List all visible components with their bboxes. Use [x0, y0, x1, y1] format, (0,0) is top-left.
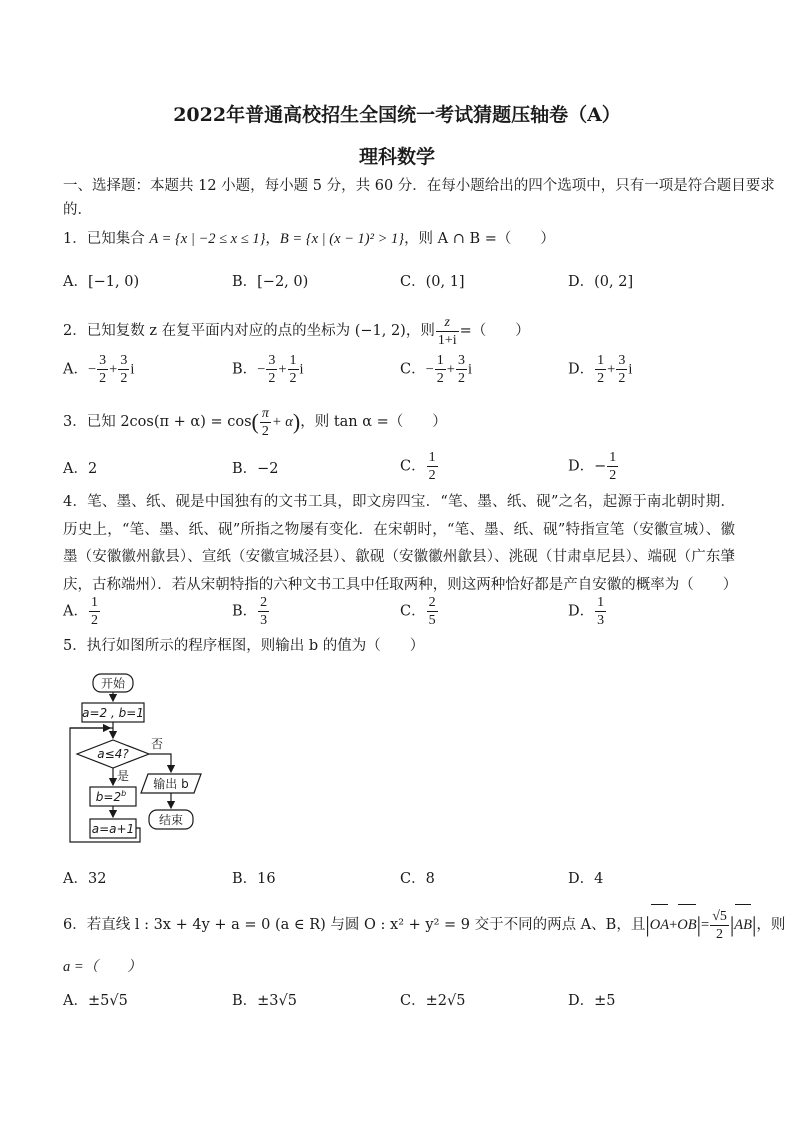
- q6-abs-close: |: [696, 912, 702, 937]
- q6-vec-ob: OB: [677, 906, 696, 944]
- q3-c-label: C．: [400, 458, 426, 475]
- q5-option-c: C．8: [400, 871, 435, 887]
- q3-option-b: B．−2: [232, 461, 279, 477]
- question-6: [63, 906, 785, 944]
- q6-abs2-close: |: [752, 912, 757, 937]
- q4-a-label: A．: [63, 603, 88, 620]
- q4-c-num: 2: [428, 595, 436, 610]
- q4-b-label: B．: [232, 603, 258, 620]
- q4-option-c: [400, 594, 439, 629]
- q2-d-d1: 2: [597, 371, 605, 386]
- exam-subtitle: 理科数学: [358, 146, 435, 168]
- fc-init-label: a=2 , b=1: [82, 706, 144, 720]
- q3-c-den: 2: [428, 468, 436, 483]
- fc-incr-label: a=a+1: [91, 822, 135, 836]
- q2-d-label: D．: [568, 361, 595, 378]
- fc-start-label: 开始: [100, 676, 126, 691]
- q2-c-frac2: [456, 352, 467, 387]
- q2-c-d2: 2: [457, 371, 465, 386]
- q4-a-den: 2: [90, 613, 98, 628]
- q2-option-b: [232, 352, 304, 387]
- q2-c-unit: i: [467, 361, 473, 378]
- fc-no-label: 否: [151, 737, 164, 751]
- q4-a-num: 1: [90, 595, 98, 610]
- q6-post: ，则: [756, 917, 786, 933]
- q2-d-d2: 2: [618, 371, 626, 386]
- q5-option-b: B．16: [232, 871, 276, 887]
- q2-b-d1: 2: [268, 371, 276, 386]
- q2-text-pre: 2．已知复数 z 在复平面内对应的点的坐标为 (−1, 2)，则: [63, 323, 435, 339]
- q2-b-label: B．: [232, 361, 258, 378]
- q3-option-c: [400, 449, 439, 484]
- question-4: 4．笔、墨、纸、砚是中国独有的文书工具，即文房四宝．“笔、墨、纸、砚”之名，起源于南北朝时期．历史上，“笔、墨、纸、砚”所指之物屡有变化．在宋朝时，“笔、墨、纸、砚”特指宣笔（安徽宣城）、徽墨（安徽徽州歙县）、宣纸（安徽宣城泾县）、歙砚（安徽徽州歙县）、洮砚（甘肃卓尼县）、端砚（广东肇庆，古称端州）．若从宋朝特指的六种文书工具中任取两种，则这两种恰好都是产自安徽的概率为（ ）: [63, 494, 738, 593]
- q3-d-frac: [607, 449, 618, 484]
- q4-b-num: 2: [260, 595, 268, 610]
- q2-frac-den: 1+i: [437, 332, 457, 348]
- q4-b-den: 3: [260, 613, 268, 628]
- q1-option-c: C．(0, 1]: [400, 274, 465, 290]
- q2-d-frac1: [595, 352, 606, 387]
- q2-a-label: A．: [63, 361, 88, 378]
- q2-b-op: +: [278, 361, 287, 378]
- question-2: [63, 312, 530, 350]
- q3-plus-alpha: + α: [271, 414, 293, 430]
- question-5: 5．执行如图所示的程序框图，则输出 b 的值为（ ）: [63, 638, 425, 654]
- q4-c-den: 5: [428, 613, 436, 628]
- q2-b-frac1: [266, 352, 277, 387]
- q3-c-num: 1: [428, 450, 436, 465]
- q5-option-d: D．4: [568, 871, 604, 887]
- q4-option-a: [63, 594, 101, 629]
- q2-c-n2: 3: [457, 353, 465, 368]
- q3-frac-den: 2: [261, 423, 269, 439]
- q4-b-frac: [258, 594, 269, 629]
- q2-d-unit: i: [628, 361, 633, 378]
- q3-d-num: 1: [609, 450, 617, 465]
- fc-assign-base: b=2: [95, 790, 122, 804]
- q3-paren-open: (: [251, 409, 259, 434]
- q2-b-sign: −: [257, 361, 266, 378]
- q6-abs-open: |: [645, 912, 650, 937]
- q3-option-d: [568, 449, 619, 484]
- q2-text-post: =（ ）: [459, 323, 530, 339]
- q4-d-label: D．: [568, 603, 595, 620]
- q4-d-num: 1: [597, 595, 605, 610]
- q6-option-d: D．±5: [568, 993, 616, 1009]
- fc-output-label: 输出 b: [153, 777, 189, 791]
- q2-a-frac2: [118, 352, 129, 387]
- q6-vec-ab: AB: [734, 906, 752, 944]
- section-instructions-line1: 一、选择题：本题共 12 小题，每小题 5 分，共 60 分．在每小题给出的四个选项中，只有一项是符合题目要求: [63, 178, 775, 194]
- q2-b-d2: 2: [289, 371, 297, 386]
- q1-set-a: A = {x | −2 ≤ x ≤ 1}: [149, 231, 266, 247]
- q3-c-frac: [427, 449, 438, 484]
- q2-d-n2: 3: [618, 353, 626, 368]
- q4-c-label: C．: [400, 603, 426, 620]
- q4-a-frac: [89, 594, 100, 629]
- question-1: [63, 229, 555, 249]
- q3-frac-num: π: [261, 405, 269, 421]
- q6-vec-oa: OA: [650, 906, 669, 944]
- q6-frac-den: 2: [716, 926, 724, 942]
- q2-d-frac2: [616, 352, 627, 387]
- q6-eq: =: [701, 917, 710, 933]
- q5-option-a: A．32: [63, 871, 107, 887]
- q6-plus: +: [669, 917, 678, 933]
- q2-c-d1: 2: [436, 371, 444, 386]
- fc-assign-exp: b: [121, 789, 127, 798]
- q2-c-op: +: [446, 361, 455, 378]
- q3-pre: 3．已知 2cos(π + α) = cos: [63, 414, 252, 430]
- q4-d-den: 3: [597, 613, 605, 628]
- q4-option-d: [568, 594, 607, 629]
- q6-option-a: A．±5√5: [63, 993, 128, 1009]
- q2-a-unit: i: [130, 361, 135, 378]
- q6-option-b: B．±3√5: [232, 993, 297, 1009]
- q1-mid: ，: [265, 231, 280, 247]
- q4-d-frac: [595, 594, 606, 629]
- q2-c-n1: 1: [436, 353, 444, 368]
- fc-cond-label: a≤4?: [97, 747, 129, 761]
- fc-yes-label: 是: [117, 769, 130, 783]
- q4-option-b: [232, 594, 270, 629]
- q2-a-d2: 2: [120, 371, 128, 386]
- q2-a-op: +: [109, 361, 118, 378]
- q2-a-n2: 3: [120, 353, 128, 368]
- q2-d-op: +: [607, 361, 616, 378]
- q6-pre: 6．若直线 l : 3x + 4y + a = 0 (a ∈ R) 与圆 O : x² + y² = 9 交于不同的两点 A、B，且: [63, 917, 646, 933]
- q3-d-label: D．−: [568, 458, 607, 475]
- q2-a-sign: −: [87, 361, 97, 378]
- q2-c-frac1: [435, 352, 446, 387]
- q2-c-sign: −: [425, 361, 434, 378]
- q1-prefix: 1．已知集合: [63, 231, 150, 247]
- q2-option-d: [568, 352, 632, 387]
- q1-option-a: A．[−1, 0): [63, 274, 140, 290]
- q4-c-frac: [427, 594, 438, 629]
- q2-d-n1: 1: [597, 353, 605, 368]
- q6-abs2-open: |: [729, 912, 735, 937]
- q3-fraction: [260, 405, 271, 440]
- q2-b-frac2: [288, 352, 299, 387]
- q1-option-b: B．[−2, 0): [232, 274, 309, 290]
- q2-option-a: [63, 352, 134, 387]
- section-instructions-line2: 的．: [63, 202, 92, 218]
- q1-suffix: ，则 A ∩ B =（ ）: [404, 231, 555, 247]
- q1-option-d: D．(0, 2]: [568, 274, 634, 290]
- q2-b-n1: 3: [268, 353, 276, 368]
- q2-a-d1: 2: [99, 371, 107, 386]
- fc-assign-label: [96, 789, 126, 804]
- q6-option-c: C．±2√5: [400, 993, 466, 1009]
- q6-line2: a =（ ）: [63, 959, 142, 975]
- q1-set-b: B = {x | (x − 1)² > 1}: [279, 231, 405, 247]
- q2-b-n2: 1: [289, 353, 297, 368]
- question-3: [63, 402, 447, 442]
- q2-a-frac1: [97, 352, 108, 387]
- q2-c-label: C．: [400, 361, 426, 378]
- q2-b-unit: i: [299, 361, 304, 378]
- q6-frac-num: √5: [712, 908, 727, 924]
- flowchart: [60, 668, 220, 858]
- q3-post: ，则 tan α =（ ）: [300, 414, 447, 430]
- q2-option-c: [400, 352, 472, 387]
- q6-fraction: [710, 908, 729, 943]
- exam-title: 2022年普通高校招生全国统一考试猜题压轴卷（A）: [173, 104, 621, 126]
- q3-d-den: 2: [609, 468, 617, 483]
- q2-fraction: [436, 314, 459, 349]
- q3-paren-close: ): [292, 409, 301, 434]
- q2-frac-num: z: [436, 314, 459, 332]
- q2-a-n1: 3: [99, 353, 107, 368]
- q3-option-a: A．2: [63, 461, 98, 477]
- fc-end-label: 结束: [158, 813, 184, 827]
